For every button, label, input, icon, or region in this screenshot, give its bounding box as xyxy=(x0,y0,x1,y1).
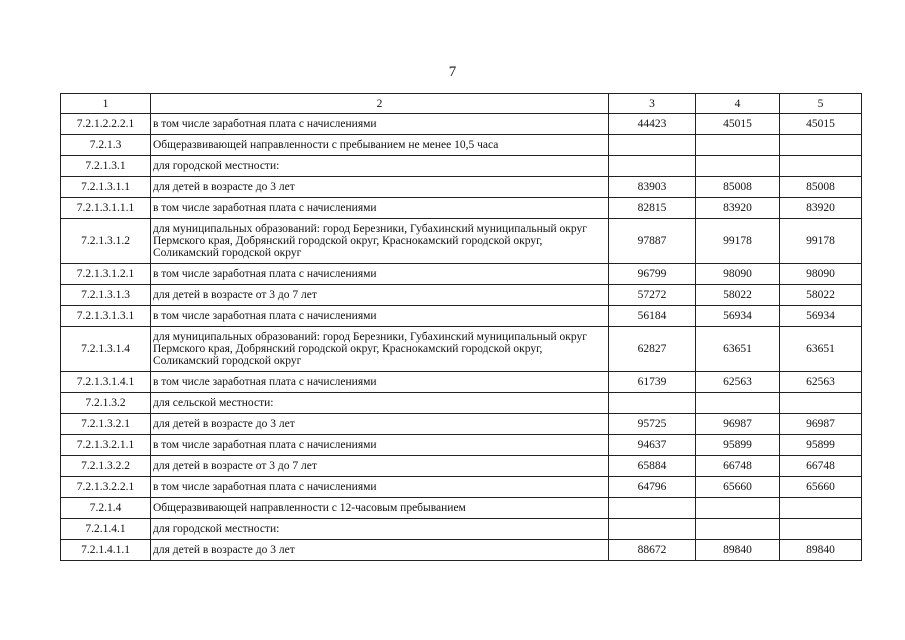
value-col4: 63651 xyxy=(696,327,780,372)
column-header: 2 xyxy=(151,94,609,114)
value-col4: 98090 xyxy=(696,264,780,285)
row-description: для муниципальных образований: город Березники, Губахинский муниципальный округ Пермского края, Добрянский городской округ, Краснокамский городской округ, Соликамский городской округ xyxy=(151,327,609,372)
value-col4 xyxy=(696,156,780,177)
table-row xyxy=(61,414,862,435)
value-col3: 83903 xyxy=(609,177,696,198)
value-col5: 58022 xyxy=(780,285,862,306)
value-col3 xyxy=(609,498,696,519)
row-description: для городской местности: xyxy=(151,156,609,177)
value-col4: 85008 xyxy=(696,177,780,198)
row-description: Общеразвивающей направленности с 12-часовым пребыванием xyxy=(151,498,609,519)
value-col3: 95725 xyxy=(609,414,696,435)
row-description: для детей в возрасте до 3 лет xyxy=(151,177,609,198)
value-col5: 45015 xyxy=(780,114,862,135)
row-description: в том числе заработная плата с начислениями xyxy=(151,264,609,285)
table-row xyxy=(61,435,862,456)
value-col4: 62563 xyxy=(696,372,780,393)
value-col5: 56934 xyxy=(780,306,862,327)
value-col4: 65660 xyxy=(696,477,780,498)
value-col3 xyxy=(609,156,696,177)
value-col4: 66748 xyxy=(696,456,780,477)
table-row xyxy=(61,198,862,219)
table-row xyxy=(61,519,862,540)
table-row xyxy=(61,393,862,414)
table-header-row xyxy=(61,94,862,114)
value-col4 xyxy=(696,498,780,519)
row-code: 7.2.1.3.2 xyxy=(61,393,151,414)
row-code: 7.2.1.4.1 xyxy=(61,519,151,540)
row-description: для детей в возрасте от 3 до 7 лет xyxy=(151,285,609,306)
value-col5: 85008 xyxy=(780,177,862,198)
column-header: 4 xyxy=(696,94,780,114)
row-description: для детей в возрасте от 3 до 7 лет xyxy=(151,456,609,477)
value-col4: 95899 xyxy=(696,435,780,456)
row-code: 7.2.1.3 xyxy=(61,135,151,156)
value-col5: 65660 xyxy=(780,477,862,498)
row-code: 7.2.1.3.1.4 xyxy=(61,327,151,372)
table-row xyxy=(61,477,862,498)
value-col4: 45015 xyxy=(696,114,780,135)
column-header: 3 xyxy=(609,94,696,114)
value-col5: 98090 xyxy=(780,264,862,285)
value-col5 xyxy=(780,519,862,540)
row-code: 7.2.1.3.1 xyxy=(61,156,151,177)
value-col4: 83920 xyxy=(696,198,780,219)
value-col3: 56184 xyxy=(609,306,696,327)
page-number: 7 xyxy=(448,64,457,80)
value-col4: 96987 xyxy=(696,414,780,435)
value-col5: 83920 xyxy=(780,198,862,219)
row-description: Общеразвивающей направленности с пребыванием не менее 10,5 часа xyxy=(151,135,609,156)
table-row xyxy=(61,219,862,264)
value-col3: 97887 xyxy=(609,219,696,264)
table-row xyxy=(61,498,862,519)
column-header: 1 xyxy=(61,94,151,114)
row-code: 7.2.1.3.1.1 xyxy=(61,177,151,198)
value-col3: 62827 xyxy=(609,327,696,372)
row-code: 7.2.1.4.1.1 xyxy=(61,540,151,561)
value-col5: 62563 xyxy=(780,372,862,393)
row-description: в том числе заработная плата с начислениями xyxy=(151,306,609,327)
value-col3: 96799 xyxy=(609,264,696,285)
row-code: 7.2.1.3.1.2 xyxy=(61,219,151,264)
value-col3: 57272 xyxy=(609,285,696,306)
table-row xyxy=(61,264,862,285)
value-col4: 89840 xyxy=(696,540,780,561)
row-code: 7.2.1.4 xyxy=(61,498,151,519)
table-row xyxy=(61,372,862,393)
table-row xyxy=(61,135,862,156)
value-col5: 96987 xyxy=(780,414,862,435)
row-code: 7.2.1.3.1.4.1 xyxy=(61,372,151,393)
value-col3: 88672 xyxy=(609,540,696,561)
row-description: в том числе заработная плата с начислениями xyxy=(151,198,609,219)
row-code: 7.2.1.3.2.1 xyxy=(61,414,151,435)
value-col5: 89840 xyxy=(780,540,862,561)
row-code: 7.2.1.3.1.3 xyxy=(61,285,151,306)
value-col5: 66748 xyxy=(780,456,862,477)
row-description: для городской местности: xyxy=(151,519,609,540)
value-col5: 63651 xyxy=(780,327,862,372)
value-col3 xyxy=(609,393,696,414)
row-description: для детей в возрасте до 3 лет xyxy=(151,540,609,561)
table-row xyxy=(61,456,862,477)
value-col3 xyxy=(609,135,696,156)
value-col4: 58022 xyxy=(696,285,780,306)
value-col3 xyxy=(609,519,696,540)
row-description: в том числе заработная плата с начислениями xyxy=(151,114,609,135)
value-col3: 82815 xyxy=(609,198,696,219)
row-code: 7.2.1.3.1.1.1 xyxy=(61,198,151,219)
row-description: в том числе заработная плата с начислениями xyxy=(151,435,609,456)
row-code: 7.2.1.3.1.3.1 xyxy=(61,306,151,327)
row-code: 7.2.1.3.1.2.1 xyxy=(61,264,151,285)
row-description: для детей в возрасте до 3 лет xyxy=(151,414,609,435)
table-row xyxy=(61,156,862,177)
value-col3: 44423 xyxy=(609,114,696,135)
value-col4: 56934 xyxy=(696,306,780,327)
row-description: в том числе заработная плата с начислениями xyxy=(151,372,609,393)
table-row xyxy=(61,177,862,198)
column-header: 5 xyxy=(780,94,862,114)
value-col3: 94637 xyxy=(609,435,696,456)
row-code: 7.2.1.3.2.1.1 xyxy=(61,435,151,456)
value-col5: 99178 xyxy=(780,219,862,264)
table-row xyxy=(61,327,862,372)
row-description: в том числе заработная плата с начислениями xyxy=(151,477,609,498)
value-col5 xyxy=(780,156,862,177)
value-col4 xyxy=(696,519,780,540)
value-col4 xyxy=(696,135,780,156)
row-description: для сельской местности: xyxy=(151,393,609,414)
row-code: 7.2.1.2.2.2.1 xyxy=(61,114,151,135)
value-col5: 95899 xyxy=(780,435,862,456)
table-row xyxy=(61,540,862,561)
value-col4: 99178 xyxy=(696,219,780,264)
table-row xyxy=(61,114,862,135)
value-col3: 61739 xyxy=(609,372,696,393)
value-col3: 64796 xyxy=(609,477,696,498)
value-col5 xyxy=(780,498,862,519)
tariff-table xyxy=(60,93,862,561)
row-description: для муниципальных образований: город Березники, Губахинский муниципальный округ Пермского края, Добрянский городской округ, Краснокамский городской округ, Соликамский городской округ xyxy=(151,219,609,264)
row-code: 7.2.1.3.2.2 xyxy=(61,456,151,477)
table-row xyxy=(61,285,862,306)
row-code: 7.2.1.3.2.2.1 xyxy=(61,477,151,498)
value-col4 xyxy=(696,393,780,414)
value-col5 xyxy=(780,135,862,156)
table-row xyxy=(61,306,862,327)
value-col3: 65884 xyxy=(609,456,696,477)
value-col5 xyxy=(780,393,862,414)
